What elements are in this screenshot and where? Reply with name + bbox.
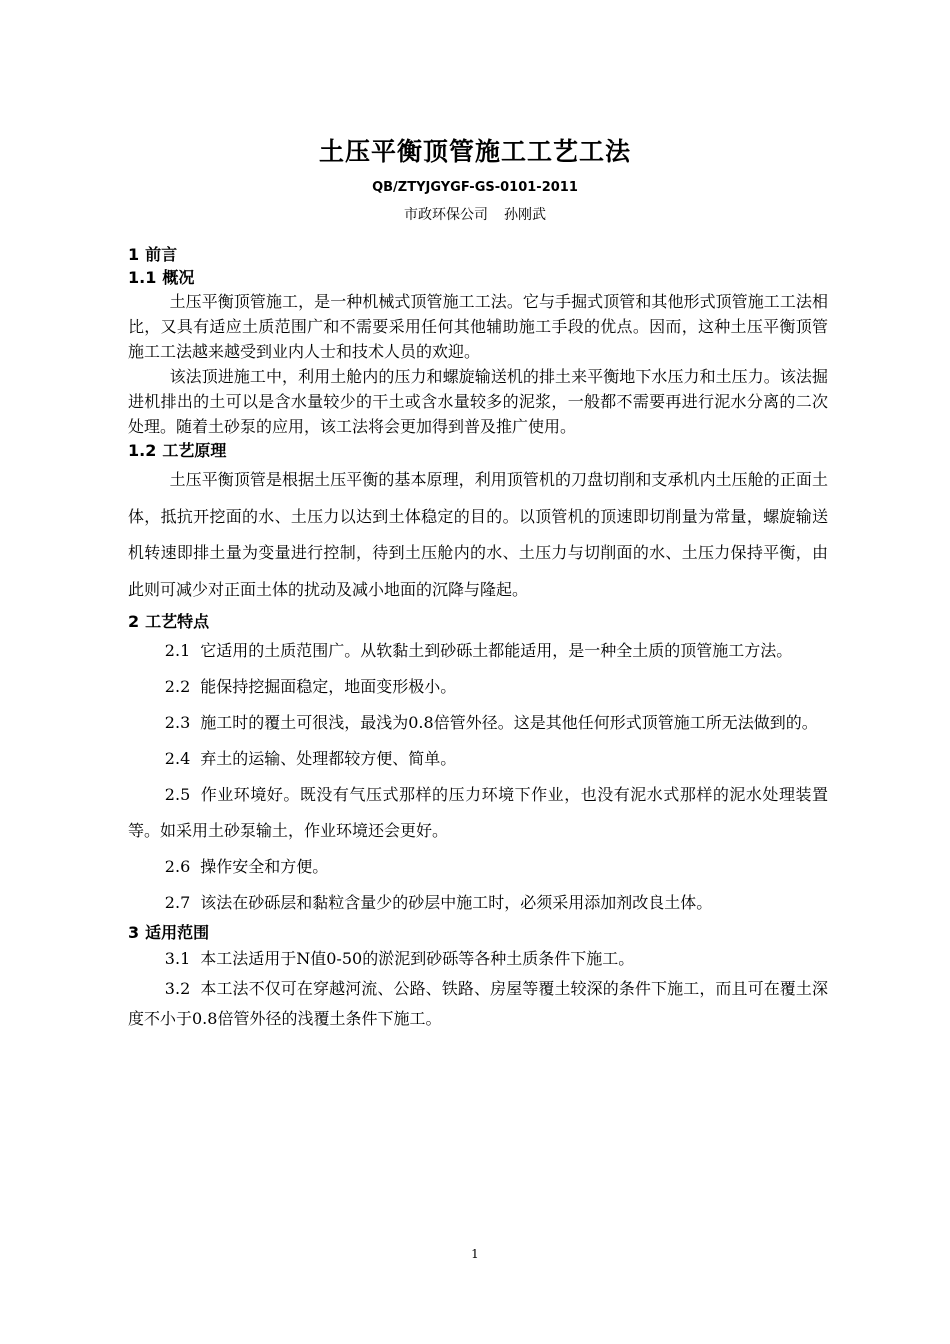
item-number: 2.6 [164,857,191,876]
document-code: QB/ZTYJGYGF-GS-0101-2011 [372,180,578,195]
item-number: 2.4 [164,749,191,768]
list-item [128,885,828,921]
item-number: 2.7 [164,893,191,912]
item-text: 弃土的运输、处理都较方便、简单。 [200,749,457,768]
list-item [128,944,828,974]
list-item [128,849,828,885]
item-text: 它适用的土质范围广。从软黏土到砂砾土都能适用，是一种全土质的顶管施工方法。 [200,641,793,660]
item-text: 该法在砂砾层和黏粒含量少的砂层中施工时，必须采用添加剂改良土体。 [200,893,713,912]
item-number: 2.2 [164,677,191,696]
list-item [128,741,828,777]
item-text: 操作安全和方便。 [200,857,329,876]
author-name: 孙刚武 [504,207,546,223]
section-title: 工艺原理 [162,441,227,460]
paragraph: 该法顶进施工中，利用土舱内的压力和螺旋输送机的排土来平衡地下水压力和土压力。该法掘进机排出的土可以是含水量较少的干土或含水量较多的泥浆，一般都不需要再进行泥水分离的二次处理。随着土砂泵的应用，该工法将会更加得到普及推广使用。 [128,367,828,436]
section-heading [128,243,828,266]
list-item [128,705,828,741]
section-heading [128,921,828,944]
list-item [128,633,828,669]
section-title: 前言 [145,245,178,264]
subsection-heading [128,439,828,462]
item-number: 2.1 [164,641,191,660]
item-number: 3.1 [164,949,191,968]
section-title: 适用范围 [145,923,210,942]
list-item [128,669,828,705]
organization: 市政环保公司 [404,207,488,223]
document-title: 土压平衡顶管施工工艺工法 [318,137,631,166]
paragraph: 土压平衡顶管施工，是一种机械式顶管施工工法。它与手掘式顶管和其他形式顶管施工工法相比，又具有适应土质范围广和不需要采用任何其他辅助施工手段的优点。因而，这种土压平衡顶管施工工法越来越受到业内人士和技术人员的欢迎。 [128,292,828,361]
section-heading [128,610,828,633]
section-title: 工艺特点 [145,612,210,631]
page-number: 1 [471,1247,479,1261]
section-number: 2 [128,612,140,631]
author-line [0,204,950,224]
list-item [128,974,828,1034]
item-text: 作业环境好。既没有气压式那样的压力环境下作业，也没有泥水式那样的泥水处理装置等。如采用土砂泵输土，作业环境还会更好。 [128,785,828,840]
item-number: 2.5 [164,785,191,804]
section-number: 1 [128,245,140,264]
item-text: 能保持挖掘面稳定，地面变形极小。 [200,677,457,696]
section-number: 3 [128,923,140,942]
item-number: 2.3 [164,713,191,732]
item-text: 本工法适用于N值0-50的淤泥到砂砾等各种土质条件下施工。 [200,949,635,968]
item-number: 3.2 [164,979,191,998]
subsection-heading [128,266,828,289]
section-number: 1.1 [128,268,157,287]
section-number: 1.2 [128,441,157,460]
list-item [128,777,828,849]
item-text: 施工时的覆土可很浅，最浅为0.8倍管外径。这是其他任何形式顶管施工所无法做到的。 [200,713,818,732]
paragraph: 土压平衡顶管是根据土压平衡的基本原理，利用顶管机的刀盘切削和支承机内土压舱的正面土体，抵抗开挖面的水、土压力以达到土体稳定的目的。以顶管机的顶速即切削量为常量，螺旋输送机转速即排土量为变量进行控制，待到土压舱内的水、土压力与切削面的水、土压力保持平衡，由此则可减少对正面土体的扰动及减小地面的沉降与隆起。 [128,470,828,599]
section-title: 概况 [162,268,195,287]
document-body [128,243,828,1034]
item-text: 本工法不仅可在穿越河流、公路、铁路、房屋等覆土较深的条件下施工，而且可在覆土深度不小于0.8倍管外径的浅覆土条件下施工。 [128,979,828,1028]
